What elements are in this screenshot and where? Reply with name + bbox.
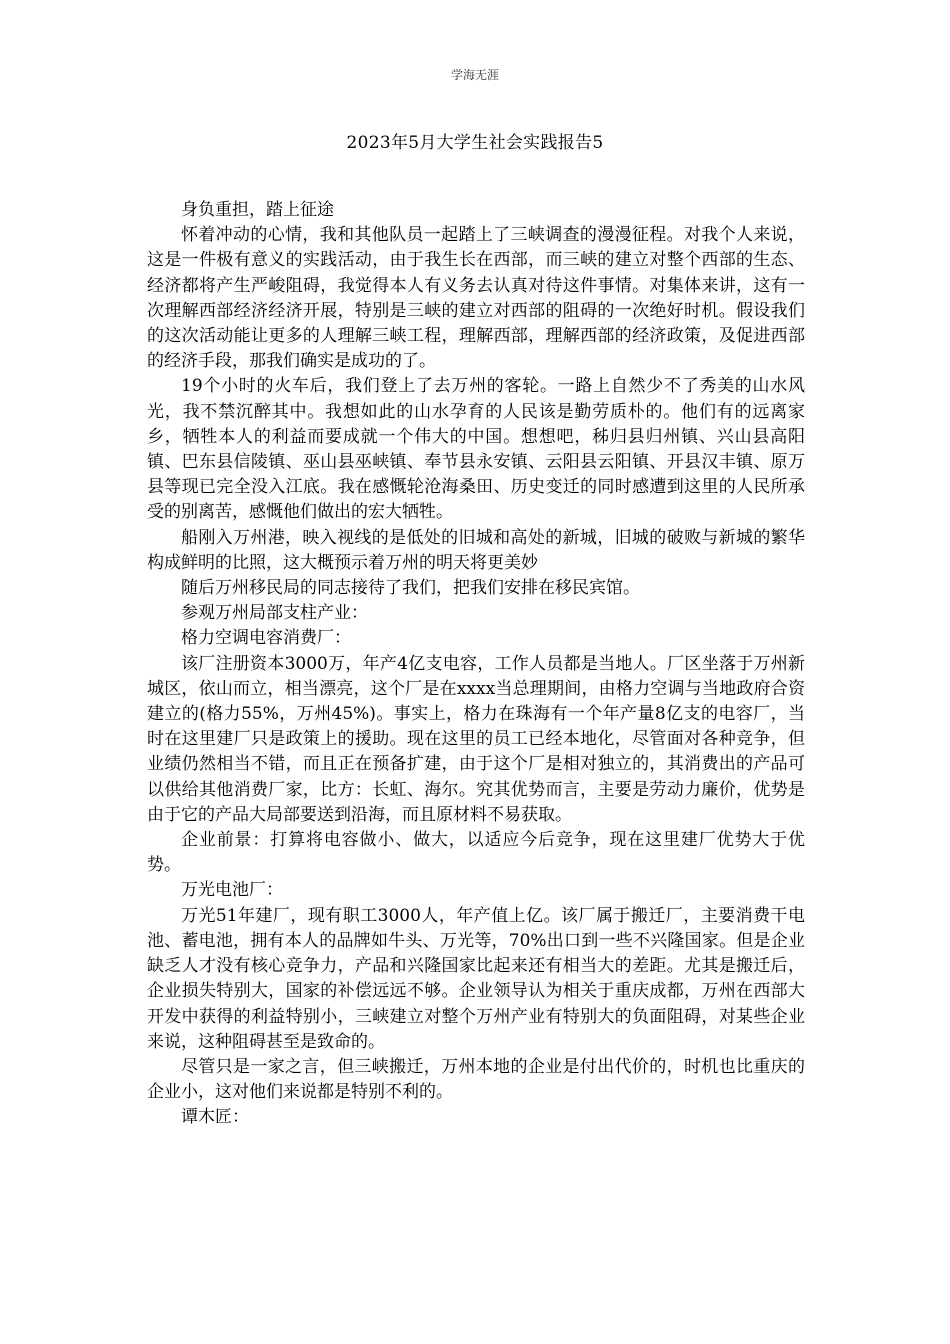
body-paragraph: 怀着冲动的心情，我和其他队员一起踏上了三峡调查的漫漫征程。对我个人来说，这是一件极有意义的实践活动，由于我生长在西部，而三峡的建立对整个西部的生态、经济都将产生严峻阻碍，我觉得本人有义务去认真对待这件事情。对集体来讲，这有一次理解西部经济经济开展，特别是三峡的建立对西部的阻碍的一次绝好时机。假设我们的这次活动能让更多的人理解三峡工程，理解西部，理解西部的经济政策，及促进西部的经济手段，那我们确实是成功的了。 <box>147 225 805 372</box>
subsection-heading: 万光电池厂： <box>181 880 283 901</box>
body-paragraph: 万光51年建厂，现有职工3000人，年产值上亿。该厂属于搬迁厂，主要消费干电池、蓄电池，拥有本人的品牌如牛头、万光等，70%出口到一些不兴隆国家。但是企业缺乏人才没有核心竞争力，产品和兴隆国家比起来还有相当大的差距。尤其是搬迁后，企业损失特别大，国家的补偿远远不够。企业领导认为相关于重庆成都，万州在西部大开发中获得的利益特别小，三峡建立对整个万州产业有特别大的负面阻碍，对某些企业来说，这种阻碍甚至是致命的。 <box>147 905 805 1052</box>
body-paragraph: 该厂注册资本3000万，年产4亿支电容，工作人员都是当地人。厂区坐落于万州新城区，依山而立，相当漂亮，这个厂是在xxxx当总理期间，由格力空调与当地政府合资建立的(格力55%，万州45%)。事实上，格力在珠海有一个年产量8亿支的电容厂，当时在这里建厂只是政策上的援助。现在这里的员工已经本地化，尽管面对各种竞争，但业绩仍然相当不错，而且正在预备扩建，由于这个厂是相对独立的，其消费出的产品可以供给其他消费厂家，比方：长虹、海尔。究其优势而言，主要是劳动力廉价，优势是由于它的产品大局部要送到沿海，而且原材料不易获取。 <box>147 653 805 825</box>
subsection-heading: 谭木匠： <box>181 1107 249 1128</box>
body-paragraph: 尽管只是一家之言，但三峡搬迁，万州本地的企业是付出代价的，时机也比重庆的企业小，这对他们来说都是特别不利的。 <box>147 1056 805 1103</box>
body-paragraph: 企业前景：打算将电容做小、做大，以适应今后竞争，现在这里建厂优势大于优势。 <box>147 830 805 876</box>
running-header: 学海无涯 <box>450 68 499 82</box>
body-paragraph: 船刚入万州港，映入视线的是低处的旧城和高处的新城，旧城的破败与新城的繁华构成鲜明的比照，这大概预示着万州的明天将更美妙 <box>147 527 805 573</box>
document-title: 2023年5月大学生社会实践报告5 <box>346 133 604 153</box>
section-heading: 身负重担，踏上征途 <box>181 200 334 220</box>
body-paragraph: 19个小时的火车后，我们登上了去万州的客轮。一路上自然少不了秀美的山水风光，我不禁沉醉其中。我想如此的山水孕育的人民该是勤劳质朴的。他们有的远离家乡，牺牲本人的利益而要成就一个伟大的中国。想想吧，秭归县归州镇、兴山县高阳镇、巴东县信陵镇、巫山县巫峡镇、奉节县永安镇、云阳县云阳镇、开县汉丰镇、原万县等现已完全没入江底。我在感慨轮沧海桑田、历史变迁的同时感遭到这里的人民所承受的别离苦，感慨他们做出的宏大牺牲。 <box>147 376 805 523</box>
section-heading: 参观万州局部支柱产业： <box>181 603 368 624</box>
subsection-heading: 格力空调电容消费厂： <box>181 628 351 649</box>
body-paragraph: 随后万州移民局的同志接待了我们，把我们安排在移民宾馆。 <box>181 578 640 599</box>
document-body <box>147 198 805 1131</box>
